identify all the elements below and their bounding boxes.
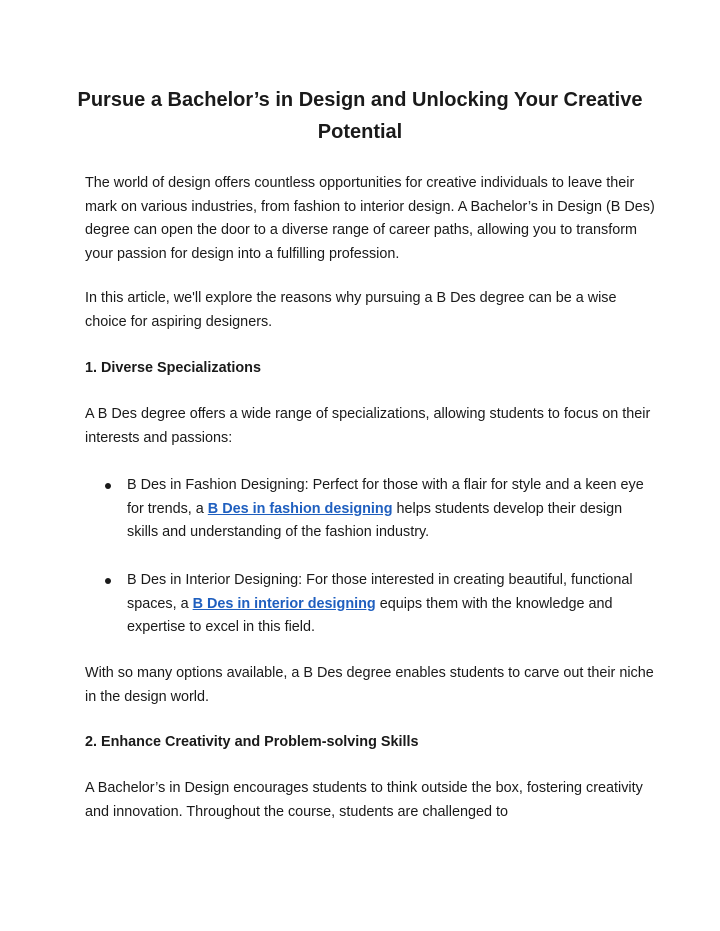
list-item-text-before: B Des in Interior Designing: For those interested in creating beautiful, functional spaces, a xyxy=(127,572,633,612)
section-heading-diverse-specializations: 1. Diverse Specializations xyxy=(85,360,261,376)
intro-paragraph: The world of design offers countless opportunities for creative individuals to leave their mark on various industries, from fashion to interior design. A Bachelor’s in Design (B Des) degree can open the door to a diverse range of career paths, allowing you to transform your passion for design into a fulfilling profession. xyxy=(85,175,655,262)
section-heading-enhance-creativity: 2. Enhance Creativity and Problem-solving Skills xyxy=(85,734,419,750)
section2-paragraph: A Bachelor’s in Design encourages students to think outside the box, fostering creativity and innovation. Throughout the course, students are challenged to xyxy=(85,780,643,820)
bullet-icon xyxy=(105,483,111,489)
list-item-text xyxy=(127,569,652,640)
interior-designing-link[interactable]: B Des in interior designing xyxy=(192,595,376,612)
list-item-text xyxy=(127,474,652,545)
list-item-text-after: helps students develop their design skills and understanding of the fashion industry. xyxy=(127,500,623,540)
list-item-text-before: B Des in Fashion Designing: Perfect for those with a flair for style and a keen eye for trends, a xyxy=(127,477,644,517)
fashion-designing-link[interactable]: B Des in fashion designing xyxy=(207,500,393,517)
article-paragraph: In this article, we'll explore the reasons why pursuing a B Des degree can be a wise choice for aspiring designers. xyxy=(85,290,617,330)
page-title: Pursue a Bachelor’s in Design and Unlocking Your Creative Potential xyxy=(77,89,643,143)
bullet-icon xyxy=(105,578,111,584)
section1-intro-paragraph: A B Des degree offers a wide range of specializations, allowing students to focus on their interests and passions: xyxy=(85,406,651,446)
list-item-text-after: equips them with the knowledge and expertise to excel in this field. xyxy=(127,595,613,635)
section1-closing-paragraph: With so many options available, a B Des degree enables students to carve out their niche in the design world. xyxy=(85,665,654,705)
